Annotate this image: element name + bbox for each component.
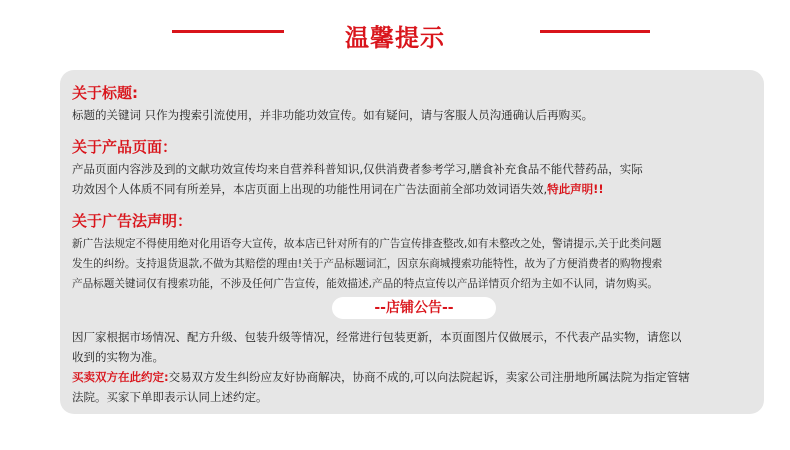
special-statement-emphasis: 特此声明!! <box>547 182 604 196</box>
header <box>0 0 790 70</box>
right-divider-line <box>540 30 650 33</box>
store-notice-badge: --店铺公告-- <box>332 297 496 319</box>
agreement-text: 交易双方发生纠纷应友好协商解决，协商不成的,可以向法院起诉，卖家公司注册地所属法院为指定管辖 <box>168 370 690 384</box>
title-section-text: 标题的关键词 只作为搜索引流使用，并非功能功效宣传。如有疑问，请与客服人员沟通确认后再购买。 <box>72 108 594 122</box>
notice-panel <box>60 70 764 414</box>
ad-law-line-2: 发生的纠纷。支持退货退款,不做为其赔偿的理由!关于产品标题词汇，因京东商城搜索功能特性，故为了方便消费者的购物搜索 <box>72 258 663 270</box>
store-notice-line-4: 法院。买家下单即表示认同上述约定。 <box>72 390 268 404</box>
product-section-line-1: 产品页面内容涉及到的文献功效宣传均来自营养科普知识,仅供消费者参考学习,膳食补充食品不能代替药品，实际 <box>72 162 643 176</box>
product-section-line-2 <box>72 181 604 197</box>
agreement-line <box>72 369 690 385</box>
product-section-line-2-text: 功效因个人体质不同有所差异，本店页面上出现的功能性用词在广告法面前全部功效词语失效, <box>72 182 548 196</box>
page-title: 温馨提示 <box>345 24 445 52</box>
ad-law-line-1: 新广告法规定不得使用绝对化用语夸大宣传，故本店已针对所有的广告宣传排查整改,如有未整改之处，警请提示,关于此类问题 <box>72 238 662 250</box>
agreement-label: 买卖双方在此约定: <box>72 370 169 384</box>
store-notice-line-1: 因厂家根据市场情况、配方升级、包装升级等情况，经常进行包装更新，本页面图片仅做展示，不代表产品实物，请您以 <box>72 330 682 344</box>
ad-law-line-3: 产品标题关键词仅有搜索功能，不涉及任何广告宣传，能效描述,产品的特点宣传以产品详情页介绍为主如不认同，请勿购买。 <box>72 278 659 290</box>
title-section-heading: 关于标题: <box>72 84 138 102</box>
store-notice-line-2: 收到的实物为准。 <box>72 350 164 364</box>
ad-law-section-heading: 关于广告法声明： <box>72 212 193 230</box>
product-section-heading: 关于产品页面： <box>72 138 178 156</box>
